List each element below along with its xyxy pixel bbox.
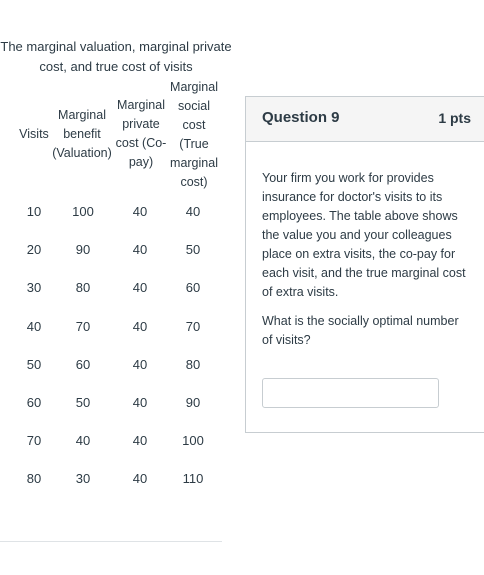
marginal-benefit-cell: 50 — [75, 395, 91, 410]
visits-cell: 10 — [26, 204, 42, 219]
private-cost-cell: 40 — [132, 280, 148, 296]
social-cost-cell: 80 — [185, 356, 201, 372]
marginal-benefit-cell: 80 — [75, 280, 91, 296]
private-cost-cell: 40 — [132, 318, 148, 334]
social-cost-cell: 60 — [185, 280, 201, 296]
question-prompt: What is the socially optimal number of visits? — [262, 314, 459, 347]
answer-input[interactable] — [262, 378, 439, 408]
social-cost-cell: 110 — [182, 471, 204, 487]
private-cost-cell: 40 — [132, 242, 148, 258]
visits-cell: 20 — [26, 242, 42, 258]
question-title: Question 9 — [262, 109, 340, 126]
social-cost-cell: 50 — [185, 242, 201, 258]
marginal-benefit-cell: 90 — [75, 242, 91, 258]
visits-cell: 70 — [26, 433, 42, 449]
question-header — [246, 97, 484, 142]
private-cost-cell: 40 — [132, 395, 148, 410]
marginal-benefit-cell: 100 — [72, 204, 94, 219]
marginal-benefit-cell: 60 — [75, 356, 91, 372]
header-marginal-benefit: Marginal benefit (Valuation) — [52, 108, 112, 160]
social-cost-cell: 100 — [182, 433, 204, 449]
visits-cell: 30 — [26, 280, 42, 296]
visits-cell: 50 — [26, 356, 42, 372]
question-text: Your firm you work for provides insurance for doctor's visits to its employees. The table above shows the value you and your colleagues place on extra visits, the co-pay for each visit, and the true marginal cost of extra visits. — [262, 171, 466, 299]
marginal-benefit-cell: 70 — [75, 318, 91, 334]
marginal-benefit-cell: 30 — [75, 471, 91, 487]
private-cost-cell: 40 — [132, 204, 148, 219]
header-marginal-private-cost: Marginal private cost (Co- pay) — [115, 98, 167, 169]
private-cost-cell: 40 — [132, 356, 148, 372]
social-cost-cell: 90 — [185, 395, 201, 410]
question-points: 1 pts — [438, 110, 471, 126]
visits-cell: 80 — [26, 471, 42, 487]
header-marginal-social-cost: Marginal social cost (True marginal cost) — [170, 80, 218, 189]
cost-table-panel — [0, 0, 232, 575]
visits-cell: 40 — [26, 318, 42, 334]
header-visits: Visits — [19, 127, 49, 141]
social-cost-cell: 40 — [185, 204, 201, 219]
table-caption: The marginal valuation, marginal private cost, and true cost of visits — [0, 39, 232, 74]
private-cost-cell: 40 — [132, 433, 148, 449]
private-cost-cell: 40 — [132, 471, 148, 487]
social-cost-cell: 70 — [185, 318, 201, 334]
question-card — [245, 96, 484, 433]
visits-cell: 60 — [26, 395, 42, 410]
marginal-benefit-cell: 40 — [75, 433, 91, 449]
divider — [0, 541, 222, 542]
